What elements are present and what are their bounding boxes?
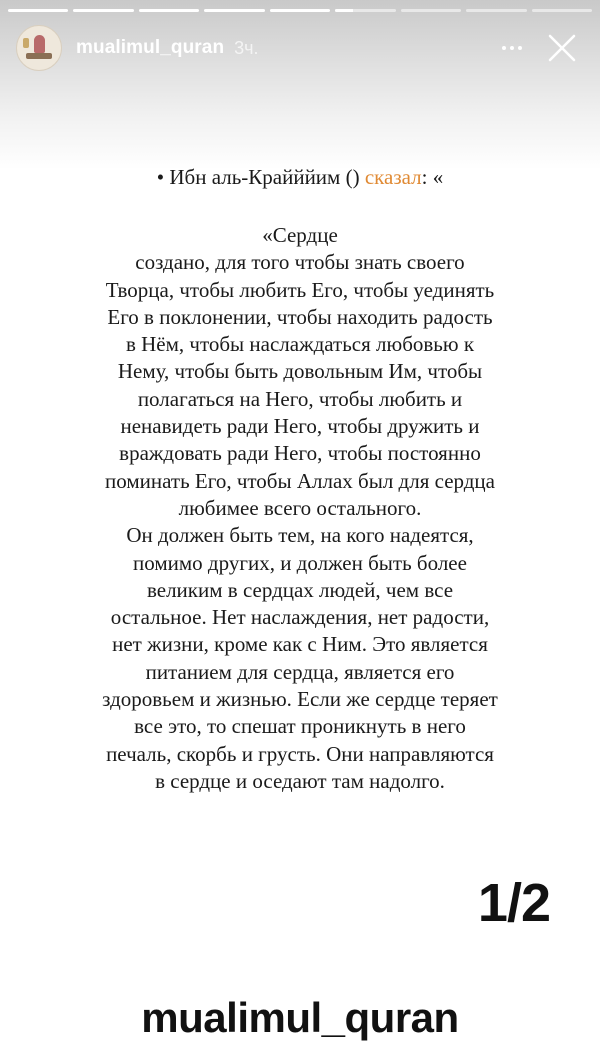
progress-segment-5 <box>270 9 330 12</box>
story-content <box>40 162 560 795</box>
progress-segment-8 <box>466 9 526 12</box>
quote-intro <box>40 162 560 192</box>
progress-segment-6 <box>335 9 395 12</box>
intro-suffix: : « <box>421 165 444 189</box>
story-header <box>16 24 584 72</box>
watermark-username: mualimul_quran <box>141 994 459 1041</box>
avatar-lamp-shape <box>23 38 29 48</box>
progress-segment-1 <box>8 9 68 12</box>
avatar-book-shape <box>26 53 52 59</box>
more-horizontal-icon-dot <box>518 46 522 50</box>
progress-segment-fill <box>73 9 133 12</box>
more-options-button[interactable] <box>492 28 532 68</box>
progress-segment-7 <box>401 9 461 12</box>
progress-segment-2 <box>73 9 133 12</box>
page-counter: 1/2 <box>477 873 550 933</box>
progress-segment-fill <box>139 9 199 12</box>
profile-avatar[interactable] <box>16 25 62 71</box>
close-icon <box>547 33 577 63</box>
story-username[interactable]: mualimul_quran <box>76 37 225 58</box>
more-horizontal-icon-dot <box>510 46 514 50</box>
progress-segment-fill <box>204 9 264 12</box>
avatar-figure-shape <box>34 35 45 53</box>
intro-said-word: сказал <box>364 165 422 189</box>
progress-segment-fill <box>8 9 68 12</box>
progress-segment-fill <box>335 9 353 12</box>
more-horizontal-icon <box>502 46 506 50</box>
intro-prefix: • Ибн аль-Крайййим () <box>156 165 365 189</box>
progress-segment-9 <box>532 9 592 12</box>
story-timestamp: 3ч. <box>234 37 259 58</box>
progress-segment-3 <box>139 9 199 12</box>
close-button[interactable] <box>540 26 584 70</box>
quote-text: «Сердце создано, для того чтобы знать своего Творца, чтобы любить Его, чтобы уединять Его в поклонении, чтобы находить радость в Нём, чтобы наслаждаться любовью к Нему, чтобы быть довольным Им, чтобы полагаться на Него, чтобы любить и ненавидеть ради Него, чтобы дружить и враждовать ради Него, чтобы постоянно поминать Его, чтобы Аллах был для сердца любимее всего остального. Он должен быть тем, на кого надеятся, помимо других, и должен быть более великим в сердцах людей, чем все остальное. Нет наслаждения, нет радости, нет жизни, кроме как с Ним. Это является питанием для сердца, является его здоровьем и жизнью. Если же сердце теряет все это, то спешат проникнуть в него печаль, скорбь и грусть. Они направляются в сердце и оседают там надолго. <box>102 223 498 793</box>
progress-segment-4 <box>204 9 264 12</box>
story-progress-bar <box>8 9 592 12</box>
progress-segment-fill <box>270 9 330 12</box>
